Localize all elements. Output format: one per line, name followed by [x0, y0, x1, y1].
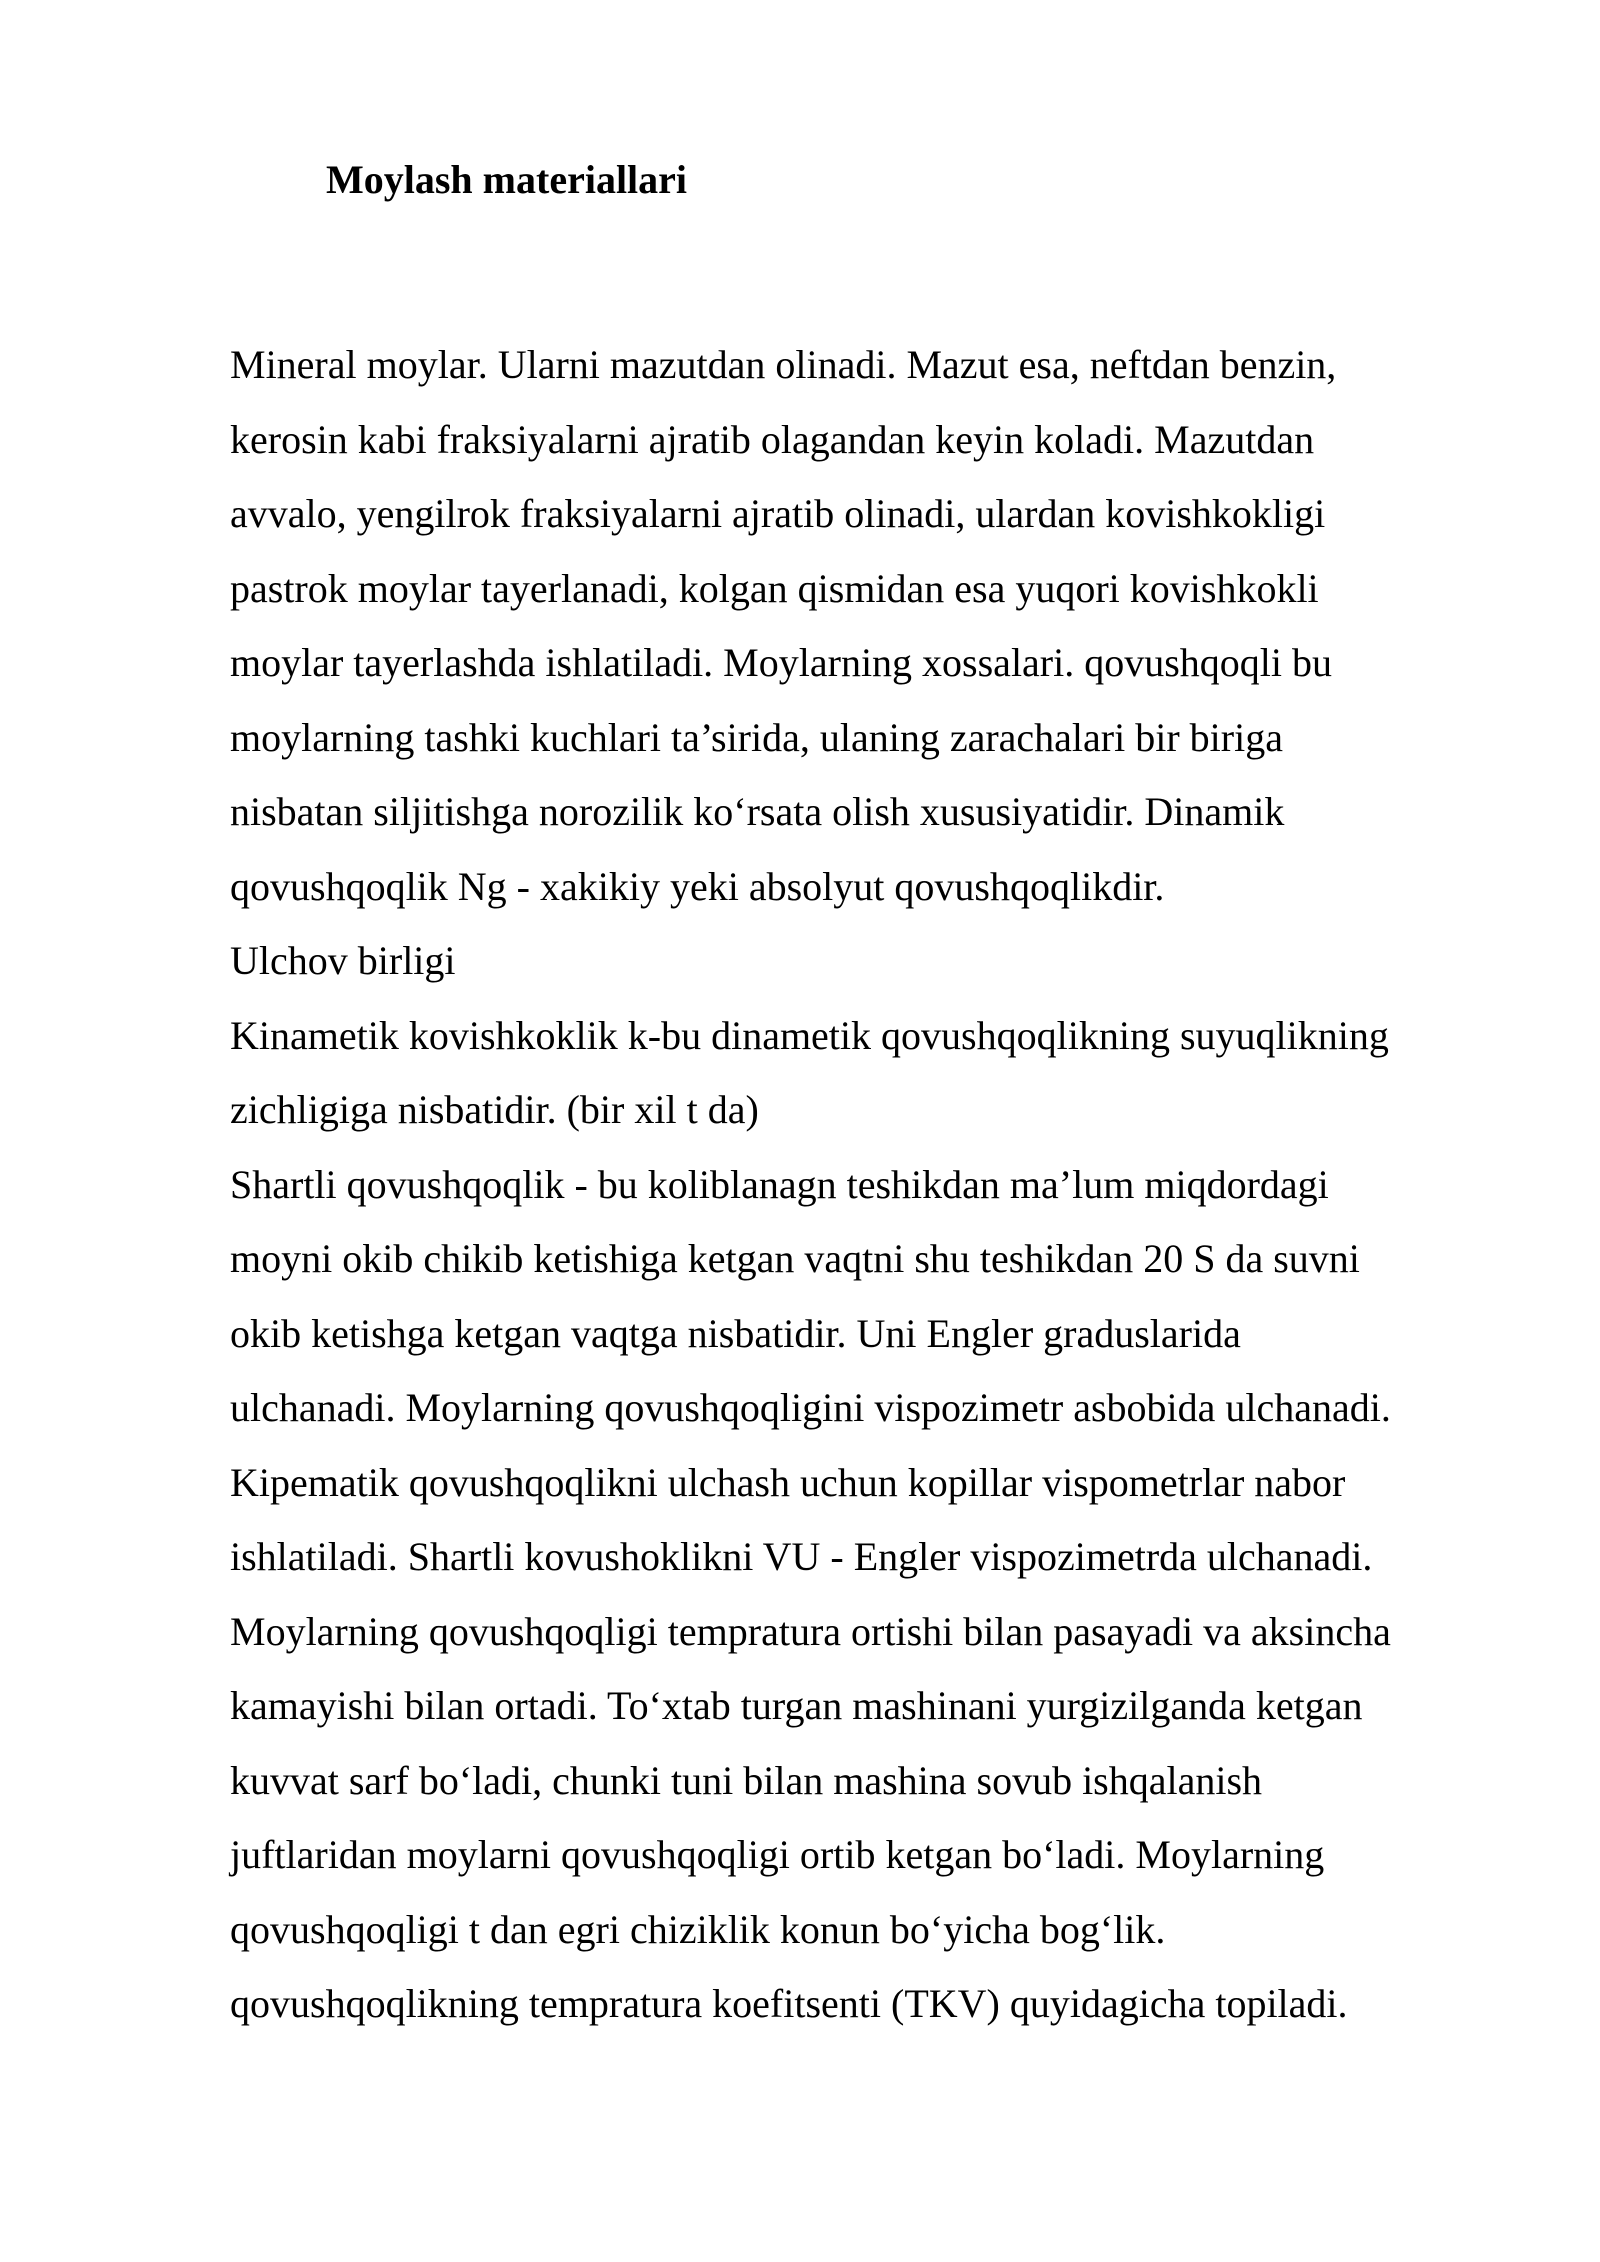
document-body	[230, 337, 1600, 2051]
body-line: nisbatan siljitishga norozilik ko‘rsata olish xususiyatidir. Dinamik	[230, 789, 1285, 834]
body-line: Shartli qovushqoqlik - bu koliblanagn teshikdan ma’lum miqdordagi	[230, 1161, 1329, 1207]
body-line: kerosin kabi fraksiyalarni ajratib olagandan keyin koladi. Mazutdan	[230, 416, 1315, 462]
body-line: pastrok moylar tayerlanadi, kolgan qismidan esa yuqori kovishkokli	[230, 565, 1319, 611]
document-title: Moylash materiallari	[326, 157, 688, 202]
body-line: moylar tayerlashda ishlatiladi. Moylarning xossalari. qovushqoqli bu	[230, 640, 1333, 685]
body-line: Moylarning qovushqoqligi tempratura ortishi bilan pasayadi va aksincha	[230, 1608, 1391, 1654]
body-line: ishlatiladi. Shartli kovushoklikni VU - Engler vispozimetrda ulchanadi.	[230, 1534, 1373, 1579]
body-line: juftlaridan moylarni qovushqoqligi ortib ketgan bo‘ladi. Moylarning	[230, 1832, 1325, 1877]
body-line: Kipematik qovushqoqlikni ulchash uchun kopillar vispometrlar nabor	[230, 1459, 1346, 1505]
body-line: qovushqoqligi t dan egri chiziklik konun bo‘yicha bog‘lik.	[230, 1906, 1166, 1952]
body-line: ulchanadi. Moylarning qovushqoqligini vispozimetr asbobida ulchanadi.	[230, 1385, 1391, 1430]
body-line: moyni okib chikib ketishiga ketgan vaqtni shu teshikdan 20 S da suvni	[230, 1236, 1360, 1281]
body-line: kuvvat sarf bo‘ladi, chunki tuni bilan mashina sovub ishqalanish	[230, 1757, 1263, 1803]
body-line: zichligiga nisbatidir. (bir xil t da)	[230, 1087, 759, 1132]
body-line: moylarning tashki kuchlari ta’sirida, ulaning zarachalari bir biriga	[230, 714, 1283, 760]
body-line: Kinametik kovishkoklik k-bu dinametik qovushqoqlikning suyuqlikning	[230, 1012, 1389, 1058]
body-line: okib ketishga ketgan vaqtga nisbatidir. Uni Engler graduslarida	[230, 1310, 1241, 1356]
body-line: Mineral moylar. Ularni mazutdan olinadi. Mazut esa, neftdan benzin,	[230, 342, 1337, 387]
body-line: Ulchov birligi	[230, 938, 456, 983]
body-line: qovushqoqlik Ng - xakikiy yeki absolyut qovushqoqlikdir.	[230, 863, 1165, 909]
body-line: kamayishi bilan ortadi. To‘xtab turgan mashinani yurgizilganda ketgan	[230, 1683, 1363, 1728]
body-line: qovushqoqlikning tempratura koefitsenti (TKV) quyidagicha topiladi.	[230, 1981, 1348, 2026]
body-line: avvalo, yengilrok fraksiyalarni ajratib olinadi, ulardan kovishkokligi	[230, 491, 1326, 536]
